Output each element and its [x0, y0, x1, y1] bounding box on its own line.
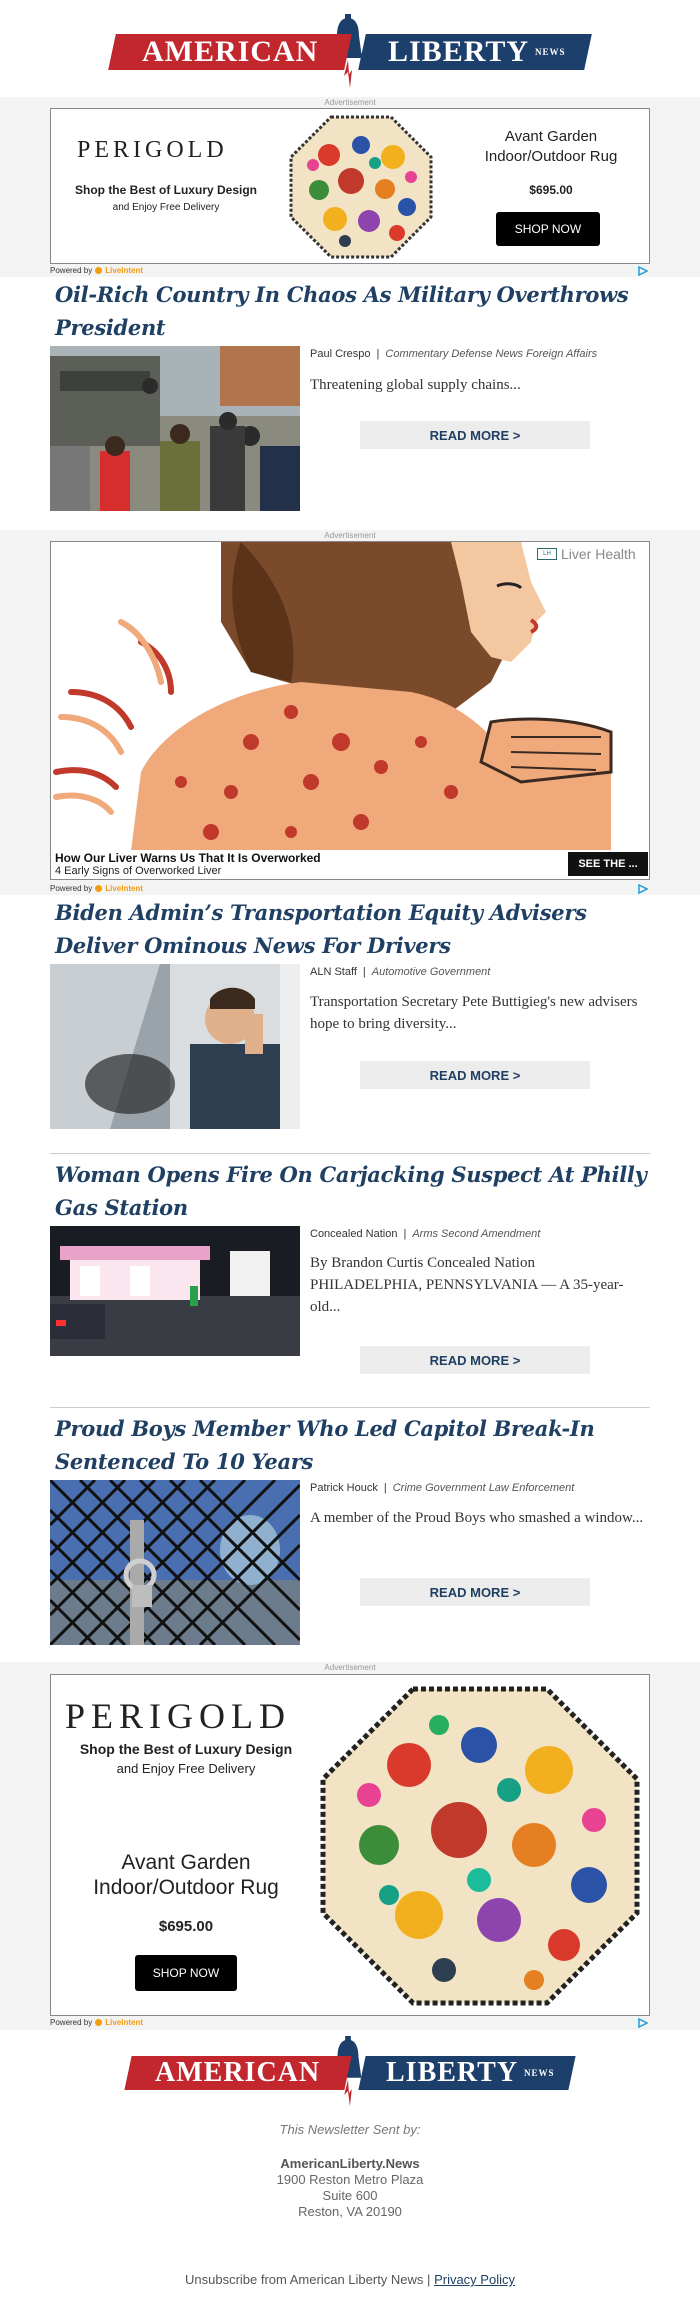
liveintent-icon [95, 267, 102, 274]
liver-health-logo-icon: LH [537, 548, 557, 560]
powered-by-liveintent[interactable]: Powered by LiveIntent [50, 266, 144, 275]
liver-ad-title: How Our Liver Warns Us That It Is Overworked [55, 851, 321, 865]
footer-address-line2: Suite 600 [322, 2188, 378, 2203]
liver-brand-badge: LH Liver Health [537, 546, 636, 562]
article-meta: Patrick Houck | Crime Government Law Enforcement [310, 1482, 575, 1494]
article-meta: ALN Staff | Automotive Government [310, 966, 491, 978]
article-categories[interactable]: Commentary Defense News Foreign Affairs [385, 348, 598, 360]
article-excerpt: By Brandon Curtis Concealed Nation PHILADELPHIA, PENNSYLVANIA — A 35-year-old... [310, 1255, 624, 1315]
liveintent-icon [95, 2019, 102, 2026]
perigold-tagline: Shop the Best of Luxury Design [74, 183, 257, 197]
adchoices-icon[interactable] [638, 884, 648, 894]
liver-ad-illustration [51, 542, 649, 851]
article-thumbnail[interactable] [50, 1480, 300, 1645]
shop-now-button[interactable]: SHOP NOW [496, 212, 600, 246]
article-categories[interactable]: Crime Government Law Enforcement [392, 1482, 575, 1494]
article-author[interactable]: Patrick Houck [310, 1482, 378, 1494]
ad-label: Advertisement [324, 1663, 376, 1672]
logo-liberty: LIBERTY NEWS [358, 2056, 575, 2090]
article-excerpt: Threatening global supply chains... [310, 377, 521, 393]
driver-photo [50, 964, 300, 1129]
perigold-ad-top[interactable] [50, 108, 650, 264]
rug-product-name: Avant Garden Indoor/Outdoor Rug [93, 1851, 279, 1899]
article-thumbnail[interactable] [50, 964, 300, 1129]
footer-address-line3: Reston, VA 20190 [298, 2204, 402, 2219]
rug-price: $695.00 [158, 1918, 214, 1935]
article-meta: Paul Crespo | Commentary Defense News Foreign Affairs [310, 348, 598, 360]
logo-liberty: LIBERTY NEWS [358, 34, 592, 70]
adchoices-icon[interactable] [638, 266, 648, 276]
ad-label: Advertisement [324, 531, 376, 540]
read-more-button[interactable]: READ MORE > [360, 1346, 590, 1374]
powered-by-liveintent[interactable]: Powered by LiveIntent [50, 2018, 144, 2027]
read-more-button[interactable]: READ MORE > [360, 1578, 590, 1606]
article-excerpt: Transportation Secretary Pete Buttigieg's new advisers hope to bring diversity... [310, 994, 638, 1032]
read-more-button[interactable]: READ MORE > [360, 421, 590, 449]
privacy-policy-link[interactable]: Privacy Policy [434, 2272, 515, 2287]
header-logo[interactable] [0, 14, 700, 70]
perigold-logo: PERIGOLD [77, 137, 228, 163]
perigold-ad-bottom[interactable] [50, 1674, 650, 2016]
liver-ad-subtitle: 4 Early Signs of Overworked Liver [55, 865, 222, 877]
logo-american: AMERICAN [124, 2056, 351, 2090]
article-divider [50, 1407, 650, 1408]
rug-price: $695.00 [529, 183, 573, 197]
rug-product-name: Avant Garden Indoor/Outdoor Rug [484, 128, 618, 165]
gas-station-photo [50, 1226, 300, 1356]
article-meta: Concealed Nation | Arms Second Amendment [310, 1228, 541, 1240]
article-author[interactable]: Concealed Nation [310, 1228, 398, 1240]
ad-label: Advertisement [324, 98, 376, 107]
shop-now-button[interactable]: SHOP NOW [135, 1955, 237, 1991]
article-author[interactable]: ALN Staff [310, 966, 357, 978]
article-categories[interactable]: Automotive Government [371, 966, 491, 978]
footer-address-line1: 1900 Reston Metro Plaza [276, 2172, 424, 2187]
article-excerpt: A member of the Proud Boys who smashed a window... [310, 1510, 644, 1526]
powered-by-liveintent[interactable]: Powered by LiveIntent [50, 884, 144, 893]
unsubscribe-link[interactable]: Unsubscribe from American Liberty News [185, 2272, 424, 2287]
article-headline[interactable]: Woman Opens Fire On Carjacking Suspect At Philly Gas Station [55, 1162, 647, 1220]
see-the-button[interactable]: SEE THE ... [568, 852, 648, 876]
rug-image [289, 115, 433, 259]
footer-links: Unsubscribe from American Liberty News | Privacy Policy [185, 2272, 515, 2287]
article-categories[interactable]: Arms Second Amendment [412, 1228, 541, 1240]
adchoices-icon[interactable] [638, 2018, 648, 2028]
perigold-subtag: and Enjoy Free Delivery [116, 1761, 256, 1776]
liver-ad-caption[interactable] [52, 850, 650, 878]
perigold-logo: PERIGOLD [65, 1696, 291, 1736]
article-headline[interactable]: Oil-Rich Country In Chaos As Military Overthrows President [55, 282, 629, 340]
liver-health-ad[interactable] [50, 541, 650, 880]
liveintent-icon [95, 885, 102, 892]
article-divider [50, 1153, 650, 1154]
read-more-button[interactable]: READ MORE > [360, 1061, 590, 1089]
rug-image [319, 1685, 641, 2007]
article-author[interactable]: Paul Crespo [310, 348, 371, 360]
article-headline[interactable]: Biden Admin’s Transportation Equity Advisers Deliver Ominous News For Drivers [55, 900, 587, 958]
footer-logo[interactable] [0, 2036, 700, 2090]
perigold-tagline: Shop the Best of Luxury Design [79, 1741, 293, 1757]
article-thumbnail[interactable] [50, 346, 300, 511]
article-thumbnail[interactable] [50, 1226, 300, 1356]
logo-american: AMERICAN [108, 34, 352, 70]
article-headline[interactable]: Proud Boys Member Who Led Capitol Break-In Sentenced To 10 Years [55, 1416, 595, 1474]
military-photo [50, 346, 300, 511]
footer-company: AmericanLiberty.News [280, 2156, 420, 2171]
perigold-subtag: and Enjoy Free Delivery [112, 202, 220, 213]
capitol-fence-photo [50, 1480, 300, 1645]
footer-sent-by: This Newsletter Sent by: [279, 2122, 421, 2137]
